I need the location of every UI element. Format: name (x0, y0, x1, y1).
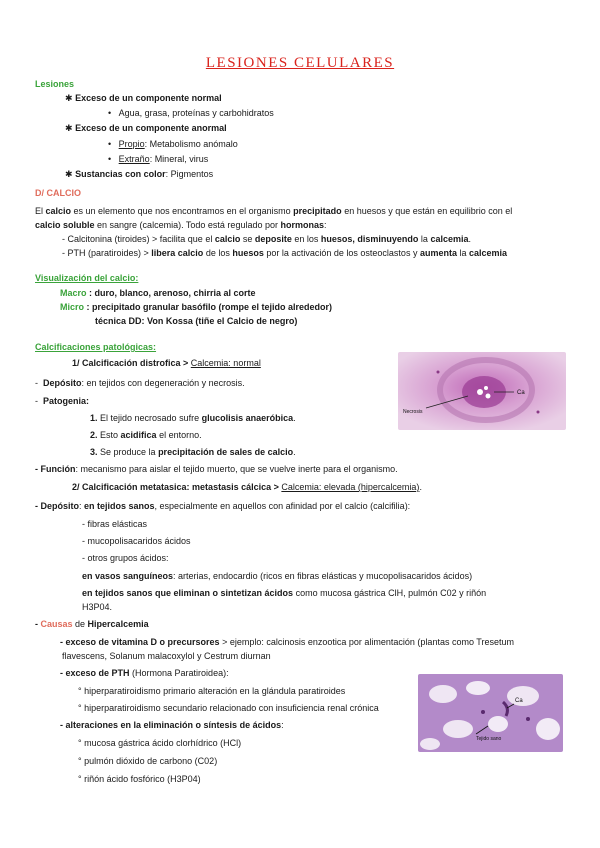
patogenia-line: - Patogenia: (35, 396, 90, 406)
list-item: - fibras elásticas (82, 519, 148, 529)
list-item: • Agua, grasa, proteínas y carbohidratos (108, 108, 274, 118)
page-title: LESIONES CELULARES (205, 55, 395, 71)
funcion-line: - Función: mecanismo para aislar el tejido muerto, que se vuelve inerte para el organismo. (35, 464, 398, 474)
list-item: ✱ Exceso de un componente normal (65, 93, 222, 103)
pth-excess-line: - exceso de PTH (Hormona Paratiroidea): (60, 668, 229, 678)
causas-heading: - Causas de Hipercalcemia (35, 619, 149, 629)
vitd-line: - exceso de vitamina D o precursores > ejemplo: calcinosis enzootica por alimentación (plantas como Tresetum (60, 637, 514, 647)
visualizacion-heading: Visualización del calcio: (35, 273, 139, 283)
list-item: ° hiperparatiroidismo secundario relacionado con insuficiencia renal crónica (78, 703, 379, 713)
tecnica-line: técnica DD: Von Kossa (tiñe el Calcio de negro) (95, 316, 298, 326)
macro-line: Macro : duro, blanco, arenoso, chirria al corte (60, 288, 256, 298)
list-item: ° hiperparatiroidismo primario alteración en la glándula paratiroides (78, 686, 346, 696)
bullet-icon: ✱ (65, 93, 73, 103)
list-item: - mucopolisacaridos ácidos (82, 536, 191, 546)
label-necrosis: Necrosis (403, 409, 423, 415)
list-item: - otros grupos ácidos: (82, 553, 169, 563)
histology-image-metastasica (418, 674, 563, 752)
alteraciones-line: - alteraciones en la eliminación o síntesis de ácidos: (60, 720, 284, 730)
pth-line: - PTH (paratiroides) > libera calcio de los huesos por la activación de los osteoclastos y aumenta la calcemia (62, 248, 508, 258)
list-item: ✱ Exceso de un componente anormal (65, 123, 227, 133)
list-item: ✱ Sustancias con color: Pigmentos (65, 169, 214, 179)
deposito2-line: - Depósito: en tejidos sanos, especialmente en aquellos con afinidad por el calcio (calcifilia): (35, 501, 411, 511)
bullet-icon: ✱ (65, 123, 73, 133)
calcitonina-line: - Calcitonina (tiroides) > facilita que el calcio se deposite en los huesos, disminuyendo la calcemia. (62, 234, 471, 244)
patogenia-step: 2. Esto acidifica el entorno. (90, 430, 202, 440)
vasos-line: en vasos sanguíneos: arterias, endocardio (ricos en fibras elásticas y mucopolisacaridos ácidos) (82, 571, 473, 581)
calcio-paragraph-line1: El calcio es un elemento que nos encontramos en el organismo precipitado en huesos y que están en equilibrio con el (35, 206, 513, 216)
patogenia-step: 3. Se produce la precipitación de sales de calcio. (90, 447, 296, 457)
micro-line: Micro : precipitado granular basófilo (rompe el tejido alrededor) (60, 302, 333, 312)
vitd-line-2: flavescens, Solanum malacoxylol y Cestrum diurnan (62, 651, 271, 661)
calcificaciones-heading: Calcificaciones patológicas: (35, 342, 157, 352)
label-ca: Ca (515, 698, 523, 704)
label-tejido-sano: Tejido sano (476, 736, 502, 742)
calcio-paragraph-line2: calcio soluble en sangre (calcemia). Todo está regulado por hormonas: (35, 220, 327, 230)
metastasica-line: 2/ Calcificación metatasica: metastasis cálcica > Calcemia: elevada (hipercalcemia). (72, 482, 422, 492)
sanos-line-2: H3P04. (82, 602, 113, 612)
lesiones-heading: Lesiones (35, 79, 75, 89)
histology-image-distrofica (398, 352, 566, 430)
patogenia-step: 1. El tejido necrosado sufre glucolisis anaeróbica. (90, 413, 296, 423)
list-item: ° pulmón dióxido de carbono (C02) (78, 756, 218, 766)
calcio-heading: D/ CALCIO (35, 188, 81, 198)
list-item: ° riñón ácido fosfórico (H3P04) (78, 774, 201, 784)
list-item: ° mucosa gástrica ácido clorhídrico (HCl) (78, 738, 242, 748)
distrofica-line: 1/ Calcificación distrofica > Calcemia: normal (72, 358, 261, 368)
list-item: • Propio: Metabolismo anómalo (108, 139, 238, 149)
bullet-icon: ✱ (65, 169, 73, 179)
list-item: • Extraño: Mineral, virus (108, 154, 209, 164)
sanos-line: en tejidos sanos que eliminan o sintetizan ácidos como mucosa gástrica ClH, pulmón C02 y riñón (82, 588, 487, 598)
deposito-line: - Depósito: en tejidos con degeneración y necrosis. (35, 378, 245, 388)
label-ca: Ca (517, 390, 525, 396)
